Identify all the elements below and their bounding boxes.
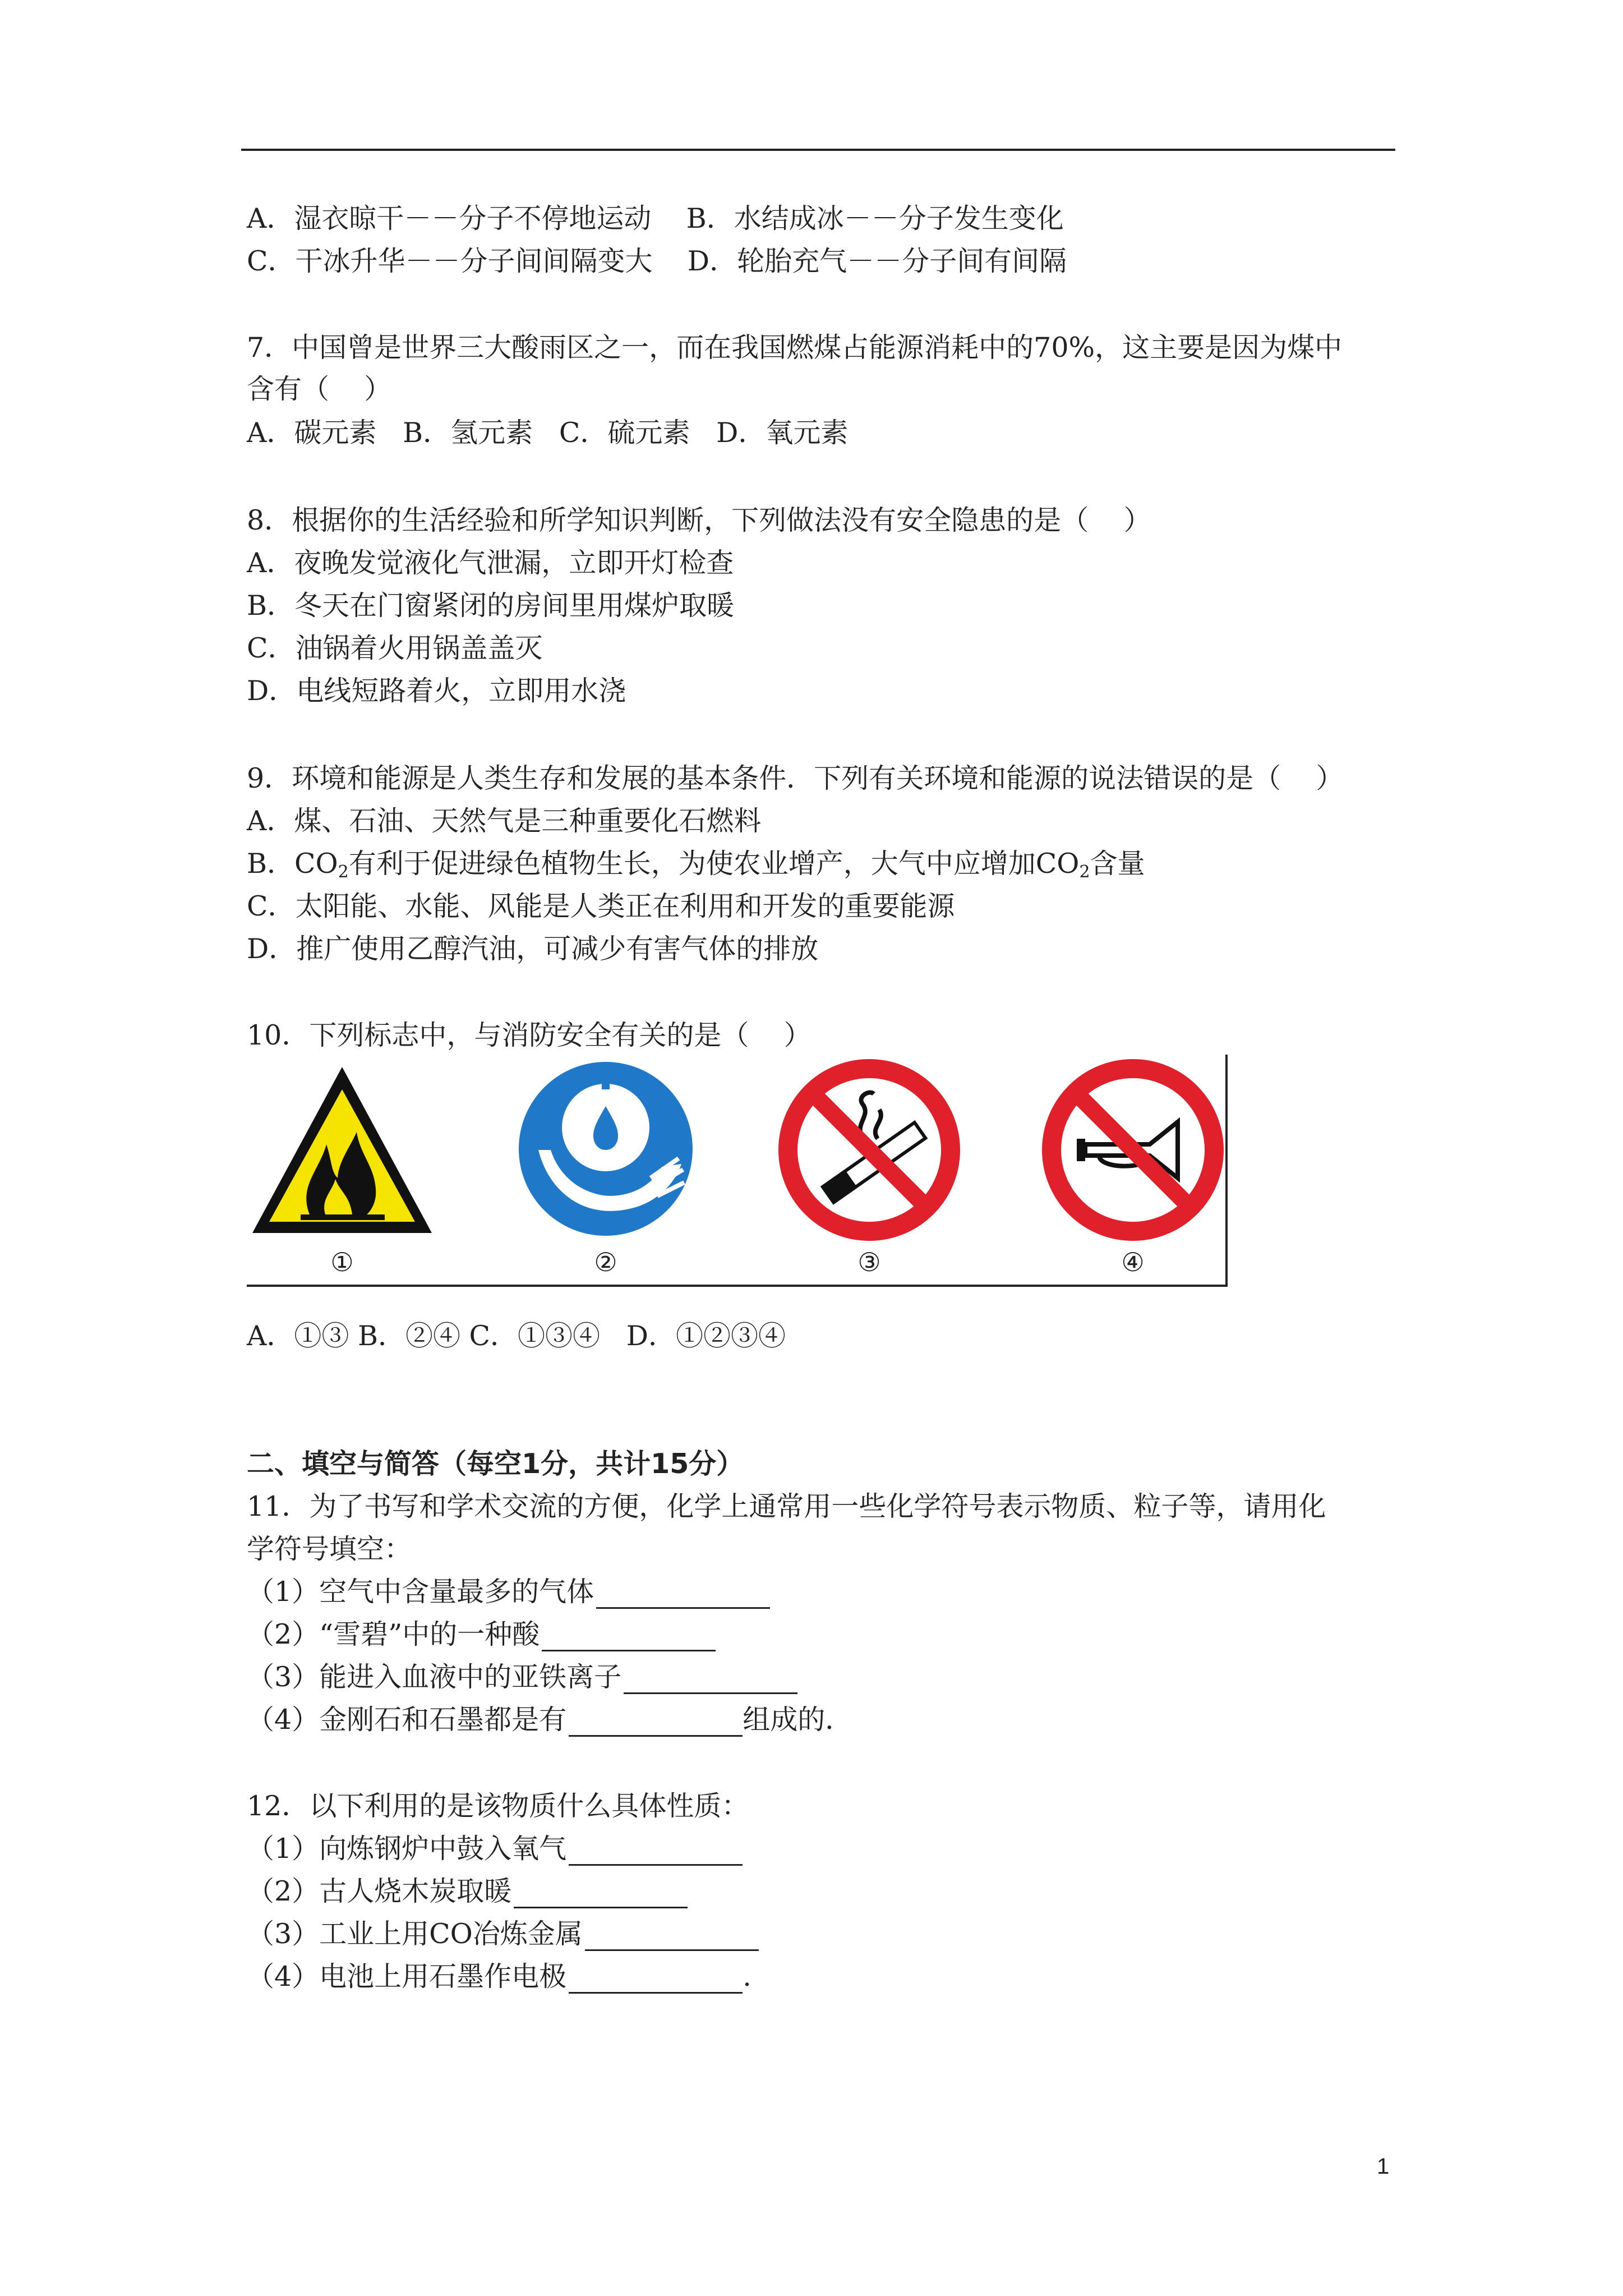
flammable-warning-icon bbox=[247, 1055, 437, 1245]
no-smoking-icon bbox=[774, 1055, 965, 1245]
answer-blank[interactable] bbox=[596, 1580, 770, 1609]
q10-stem: 10．下列标志中，与消防安全有关的是（ ） bbox=[247, 1019, 811, 1051]
q11-item-4: （4）金刚石和石墨都是有 组成的． bbox=[247, 1704, 853, 1736]
answer-blank[interactable] bbox=[624, 1665, 797, 1694]
q10-options: A．①③ B．②④ C．①③④ D．①②③④ bbox=[247, 1320, 786, 1352]
q11-stem-line1: 11．为了书写和学术交流的方便，化学上通常用一些化学符号表示物质、粒子等，请用化 bbox=[247, 1490, 1326, 1522]
q8-option-c: C．油锅着火用锅盖盖灭 bbox=[247, 632, 543, 664]
q12-stem: 12．以下利用的是该物质什么具体性质： bbox=[247, 1790, 749, 1822]
q7-options: A．碳元素 B．氢元素 C．硫元素 D．氧元素 bbox=[247, 417, 849, 449]
page-number: 1 bbox=[1377, 2154, 1390, 2179]
q9-stem: 9．环境和能源是人类生存和发展的基本条件．下列有关环境和能源的说法错误的是（ ） bbox=[247, 762, 1344, 794]
q8-option-a: A．夜晚发觉液化气泄漏，立即开灯检查 bbox=[247, 547, 734, 579]
q6-options-row2: C．干冰升华－－分子间间隔变大 D．轮胎充气－－分子间有间隔 bbox=[247, 245, 1067, 277]
q10-sign-panel bbox=[247, 1055, 1228, 1287]
header-rule bbox=[241, 149, 1395, 151]
sign-label-4: ④ bbox=[1121, 1247, 1145, 1277]
q6-options-row1: A．湿衣晾干－－分子不停地运动 B．水结成冰－－分子发生变化 bbox=[247, 203, 1064, 234]
answer-blank[interactable] bbox=[514, 1880, 688, 1908]
q12-item-2: （2）古人烧木炭取暖 bbox=[247, 1875, 688, 1908]
q9-option-c: C．太阳能、水能、风能是人类正在利用和开发的重要能源 bbox=[247, 890, 955, 922]
answer-blank[interactable] bbox=[542, 1623, 716, 1651]
q11-item-3: （3）能进入血液中的亚铁离子 bbox=[247, 1660, 797, 1694]
answer-blank[interactable] bbox=[569, 1965, 743, 1994]
q7-stem-line1: 7．中国曾是世界三大酸雨区之一，而在我国燃煤占能源消耗中的70%，这主要是因为煤中 bbox=[247, 332, 1343, 364]
q8-stem: 8．根据你的生活经验和所学知识判断，下列做法没有安全隐患的是（ ） bbox=[247, 504, 1151, 536]
q12-item-4: （4）电池上用石墨作电极 . bbox=[247, 1961, 751, 1993]
q9-option-d: D．推广使用乙醇汽油，可减少有害气体的排放 bbox=[247, 933, 819, 965]
sign-label-1: ① bbox=[330, 1247, 354, 1277]
q8-option-b: B．冬天在门窗紧闭的房间里用煤炉取暖 bbox=[247, 590, 735, 622]
q9-option-b: B．$CO_2$有利于促进绿色植物生长，为使农业增产，大气中应增加$CO_2$含量 bbox=[247, 848, 1145, 882]
answer-blank[interactable] bbox=[585, 1922, 759, 1951]
q11-item-2: （2）“雪碧”中的一种酸 bbox=[247, 1618, 716, 1651]
answer-blank[interactable] bbox=[569, 1837, 743, 1866]
q7-stem-line2: 含有（ ） bbox=[247, 373, 392, 405]
sign-label-2: ② bbox=[594, 1247, 617, 1277]
answer-blank[interactable] bbox=[569, 1708, 743, 1737]
water-saving-icon bbox=[510, 1055, 701, 1245]
q11-item-1: （1）空气中含量最多的气体 bbox=[247, 1575, 770, 1609]
q12-item-3: （3）工业上用CO冶炼金属 bbox=[247, 1917, 759, 1951]
no-horn-icon bbox=[1038, 1055, 1228, 1245]
sign-label-3: ③ bbox=[857, 1247, 881, 1277]
q11-stem-line2: 学符号填空： bbox=[247, 1533, 412, 1565]
q8-option-d: D．电线短路着火，立即用水浇 bbox=[247, 675, 626, 707]
section-2-title: 二、填空与简答（每空1分，共计15分） bbox=[247, 1448, 744, 1480]
q9-option-a: A．煤、石油、天然气是三种重要化石燃料 bbox=[247, 805, 762, 837]
q12-item-1: （1）向炼钢炉中鼓入氧气 bbox=[247, 1832, 743, 1866]
